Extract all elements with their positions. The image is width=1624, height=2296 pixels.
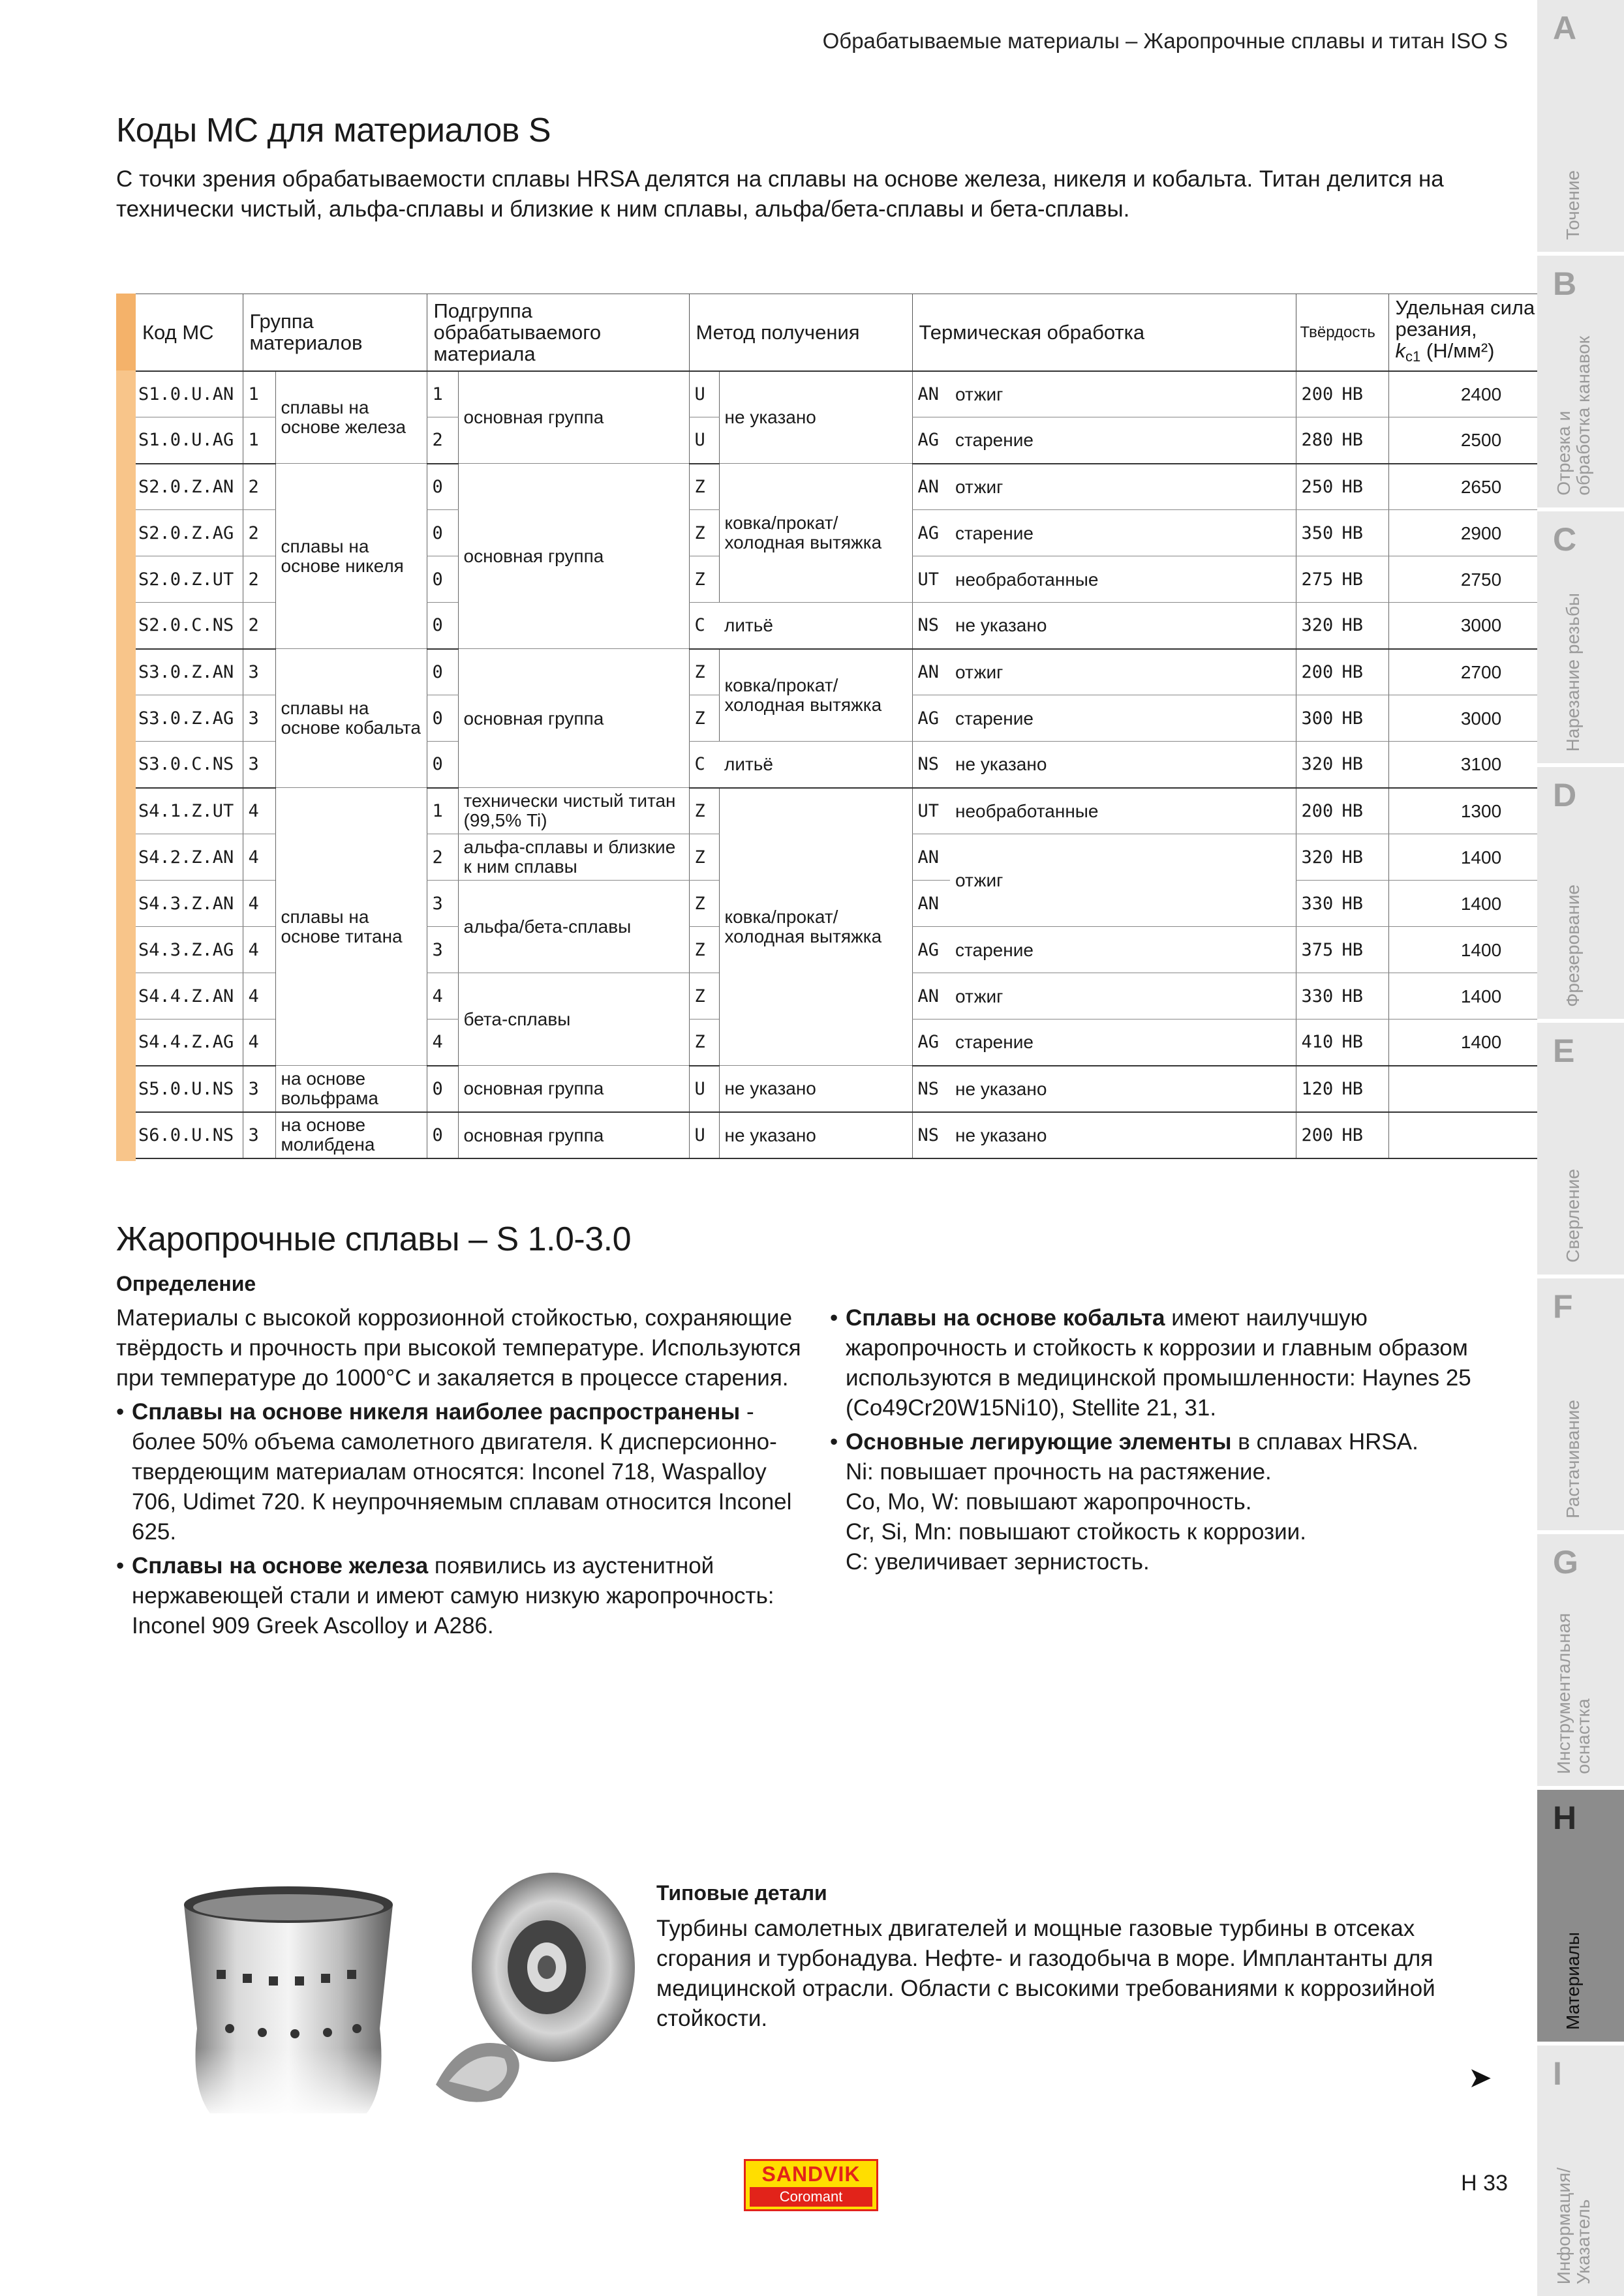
cell-heat-code: AN <box>912 973 950 1020</box>
cell-code: S4.4.Z.AN <box>136 973 243 1020</box>
tab-letter: D <box>1553 777 1577 813</box>
cell-method-code: Z <box>689 1020 719 1066</box>
cell-heat-code: AN <box>912 834 950 881</box>
cell-subgroup-name: технически чистый титан (99,5% Ti) <box>458 788 689 834</box>
accent-bar-header <box>116 294 136 370</box>
cell-method-code: U <box>689 1066 719 1112</box>
cell-heat-name: старение <box>950 695 1296 742</box>
cell-kc1: 1400 <box>1388 927 1574 973</box>
cell-hardness: 410 HB <box>1296 1020 1388 1066</box>
cell-method-name: не указано <box>719 1066 912 1112</box>
cell-method-code: Z <box>689 556 719 603</box>
cell-kc1: 2650 <box>1388 464 1574 510</box>
cell-heat-name: не указано <box>950 603 1296 649</box>
tab-letter: I <box>1553 2055 1562 2092</box>
cell-subgroup-num: 0 <box>427 1066 458 1112</box>
cell-method-code: Z <box>689 649 719 695</box>
cell-heat-code: AN <box>912 371 950 417</box>
cell-method-name: не указано <box>719 371 912 464</box>
tab-e[interactable] <box>1537 1023 1624 1278</box>
cell-group-num: 4 <box>243 927 275 973</box>
cell-subgroup-name: альфа/бета-сплавы <box>458 881 689 973</box>
header-hardness: Твёрдость <box>1296 294 1388 371</box>
section-title: Коды МС для материалов S <box>116 112 551 149</box>
definition-text: Материалы с высокой коррозионной стойкостью, сохраняющие твёрдость и прочность при высокой температуре. Используются при температуре до 1000°C и закаляется в процессе старения. <box>116 1305 801 1391</box>
cell-code: S4.1.Z.UT <box>136 788 243 834</box>
cell-subgroup-num: 0 <box>427 1112 458 1158</box>
cell-kc1: 1400 <box>1388 973 1574 1020</box>
cell-hardness: 320 HB <box>1296 834 1388 881</box>
cell-hardness: 200 HB <box>1296 371 1388 417</box>
cell-group-num: 2 <box>243 603 275 649</box>
cell-method-name: литьё <box>719 603 912 649</box>
cell-subgroup-name: основная группа <box>458 649 689 788</box>
cell-group-num: 3 <box>243 1066 275 1112</box>
bullet-iron: • Сплавы на основе железа появились из аустенитной нержавеющей стали и имеют самую низкую жаропрочность: Inconel 909 Greek Ascolloy и A286. <box>116 1551 808 1641</box>
cell-subgroup-num: 1 <box>427 788 458 834</box>
cell-heat-name: отжиг <box>950 464 1296 510</box>
cell-hardness: 350 HB <box>1296 510 1388 556</box>
cell-subgroup-name: основная группа <box>458 1112 689 1158</box>
cell-kc1: 3100 <box>1388 742 1574 788</box>
cell-subgroup-name: основная группа <box>458 371 689 464</box>
cell-method-code: Z <box>689 788 719 834</box>
cell-subgroup-num: 0 <box>427 649 458 695</box>
cell-method-code: C <box>689 603 719 649</box>
cell-code: S1.0.U.AN <box>136 371 243 417</box>
cell-method-code: Z <box>689 464 719 510</box>
tab-label: Фрезерование <box>1563 884 1583 1007</box>
cell-heat-name: необработанные <box>950 788 1296 834</box>
tab-label: Сверление <box>1563 1169 1583 1263</box>
cell-heat-name: необработанные <box>950 556 1296 603</box>
cell-hardness: 300 HB <box>1296 695 1388 742</box>
cell-code: S3.0.Z.AN <box>136 649 243 695</box>
cell-kc1: 3000 <box>1388 695 1574 742</box>
tab-label: Инструментальная оснастка <box>1554 1613 1593 1774</box>
tab-label: Информация/ Указатель <box>1554 2167 1593 2284</box>
cell-group-num: 2 <box>243 510 275 556</box>
cell-hardness: 320 HB <box>1296 742 1388 788</box>
cell-heat-code: NS <box>912 603 950 649</box>
logo-subtext: Coromant <box>750 2187 872 2207</box>
header-code: Код МС <box>136 294 243 371</box>
cell-kc1: 1400 <box>1388 834 1574 881</box>
accent-bar <box>116 294 136 1161</box>
cell-heat-code: AG <box>912 695 950 742</box>
cell-method-code: Z <box>689 927 719 973</box>
cell-group-num: 4 <box>243 788 275 834</box>
tab-label: Точение <box>1563 170 1583 240</box>
tab-label: Растачивание <box>1563 1400 1583 1518</box>
cell-heat-name: отжиг <box>950 973 1296 1020</box>
cell-code: S4.3.Z.AG <box>136 927 243 973</box>
cell-heat-code: UT <box>912 788 950 834</box>
cell-subgroup-num: 4 <box>427 1020 458 1066</box>
cell-kc1: 2400 <box>1388 371 1574 417</box>
cell-method-code: C <box>689 742 719 788</box>
tab-d[interactable] <box>1537 767 1624 1023</box>
cell-code: S4.2.Z.AN <box>136 834 243 881</box>
cell-hardness: 120 HB <box>1296 1066 1388 1112</box>
table-row <box>136 371 1624 417</box>
cell-group-name: сплавы на основе титана <box>275 788 427 1066</box>
cell-subgroup-num: 2 <box>427 417 458 464</box>
bullet-cobalt: • Сплавы на основе кобальта имеют наилучшую жаропрочность и стойкость к коррозии и главным образом используются в медицинской промышленности: Haynes 25 (Co49Cr20W15Ni10), Stellite 21, 31. <box>830 1303 1522 1423</box>
cell-group-num: 1 <box>243 417 275 464</box>
tab-letter: F <box>1553 1288 1573 1325</box>
cell-group-name: сплавы на основе кобальта <box>275 649 427 788</box>
cell-heat-name: не указано <box>950 1112 1296 1158</box>
cell-heat-code: AG <box>912 417 950 464</box>
cell-hardness: 200 HB <box>1296 649 1388 695</box>
cell-subgroup-num: 3 <box>427 927 458 973</box>
cell-subgroup-num: 4 <box>427 973 458 1020</box>
cell-method-code: Z <box>689 834 719 881</box>
chapter-tabs <box>1537 0 1624 2296</box>
header-group: Группа материалов <box>243 294 427 371</box>
cell-method-code: Z <box>689 510 719 556</box>
next-page-arrow-icon[interactable]: ➤ <box>1468 2062 1492 2094</box>
cell-code: S2.0.C.NS <box>136 603 243 649</box>
cell-heat-code: AG <box>912 927 950 973</box>
cell-subgroup-num: 3 <box>427 881 458 927</box>
cell-heat-name: отжиг <box>950 834 1296 927</box>
cell-subgroup-name: бета-сплавы <box>458 973 689 1066</box>
cell-hardness: 200 HB <box>1296 788 1388 834</box>
cell-method-name: ковка/прокат/ холодная вытяжка <box>719 788 912 1066</box>
cell-subgroup-name: основная группа <box>458 464 689 649</box>
tab-letter: B <box>1553 265 1577 302</box>
table-header-row <box>136 294 1624 371</box>
cell-subgroup-num: 0 <box>427 464 458 510</box>
cell-method-code: U <box>689 371 719 417</box>
cell-kc1: 1400 <box>1388 1020 1574 1066</box>
tab-letter: H <box>1553 1800 1577 1836</box>
cell-code: S1.0.U.AG <box>136 417 243 464</box>
cell-group-name: сплавы на основе никеля <box>275 464 427 649</box>
cell-heat-code: NS <box>912 1066 950 1112</box>
left-column <box>116 1303 808 1641</box>
tab-g[interactable] <box>1537 1534 1624 1790</box>
cell-heat-name: отжиг <box>950 649 1296 695</box>
cell-heat-name: не указано <box>950 742 1296 788</box>
cell-hardness: 275 HB <box>1296 556 1388 603</box>
cell-hardness: 200 HB <box>1296 1112 1388 1158</box>
sandvik-logo <box>744 2159 878 2211</box>
right-column <box>830 1303 1522 1577</box>
cell-heat-name: старение <box>950 1020 1296 1066</box>
cell-hardness: 330 HB <box>1296 973 1388 1020</box>
alloy-line: C: увеличивает зернистость. <box>846 1549 1150 1575</box>
cell-group-num: 3 <box>243 649 275 695</box>
header-subgroup: Подгруппа обрабатываемого материала <box>427 294 689 371</box>
tab-label: Отрезка и обработка канавок <box>1554 336 1593 496</box>
cell-heat-code: AN <box>912 649 950 695</box>
cell-hardness: 330 HB <box>1296 881 1388 927</box>
cell-code: S3.0.Z.AG <box>136 695 243 742</box>
header-heat-treatment: Термическая обработка <box>912 294 1296 371</box>
cell-method-name: не указано <box>719 1112 912 1158</box>
tab-label: Нарезание резьбы <box>1563 592 1583 751</box>
header-cutting-force: Удельная сила резания, $k_{c1}$ (Н/мм²) <box>1388 294 1574 371</box>
cell-kc1: 2500 <box>1388 417 1574 464</box>
bullet-nickel: • Сплавы на основе никеля наиболее распространены - более 50% объема самолетного двигателя. К дисперсионно-твердеющим материалам относятся: Inconel 718, Waspalloy 706, Udimet 720. К неупрочняемым сплавам относится Inconel 625. <box>116 1397 808 1547</box>
cell-code: S2.0.Z.AG <box>136 510 243 556</box>
cell-code: S2.0.Z.UT <box>136 556 243 603</box>
cell-subgroup-num: 1 <box>427 371 458 417</box>
cell-code: S3.0.C.NS <box>136 742 243 788</box>
cell-group-num: 2 <box>243 464 275 510</box>
cell-group-num: 1 <box>243 371 275 417</box>
table-row <box>136 1066 1624 1112</box>
cell-kc1: 2700 <box>1388 649 1574 695</box>
cell-subgroup-num: 0 <box>427 742 458 788</box>
cell-heat-name: не указано <box>950 1066 1296 1112</box>
tab-b[interactable] <box>1537 256 1624 511</box>
running-header: Обрабатываемые материалы – Жаропрочные сплавы и титан ISO S <box>822 29 1508 53</box>
cell-heat-name: старение <box>950 927 1296 973</box>
intro-paragraph: С точки зрения обрабатываемости сплавы HRSA делятся на сплавы на основе железа, никеля и кобальта. Титан делится на технически чистый, альфа-сплавы и близкие к ним сплавы, альфа/бета-сплавы и бета-сплавы. <box>116 166 1444 222</box>
cell-code: S4.3.Z.AN <box>136 881 243 927</box>
tab-i[interactable] <box>1537 2046 1624 2296</box>
cell-group-name: сплавы на основе железа <box>275 371 427 464</box>
table-row <box>136 649 1624 695</box>
header-method: Метод получения <box>689 294 912 371</box>
cell-code: S6.0.U.NS <box>136 1112 243 1158</box>
turbine-wheel-image <box>423 1869 638 2111</box>
cell-method-code: Z <box>689 881 719 927</box>
table-row <box>136 464 1624 510</box>
cell-heat-code: UT <box>912 556 950 603</box>
cell-heat-code: NS <box>912 742 950 788</box>
cell-hardness: 250 HB <box>1296 464 1388 510</box>
cell-method-name: литьё <box>719 742 912 788</box>
cell-kc1: 3000 <box>1388 603 1574 649</box>
cell-method-name: ковка/прокат/ холодная вытяжка <box>719 649 912 742</box>
alloy-line: Co, Mo, W: повышают жаропрочность. <box>846 1489 1252 1515</box>
cell-group-num: 4 <box>243 973 275 1020</box>
cell-method-code: U <box>689 1112 719 1158</box>
cell-heat-code: NS <box>912 1112 950 1158</box>
tab-letter: G <box>1553 1544 1578 1580</box>
cell-subgroup-num: 0 <box>427 603 458 649</box>
cell-code: S2.0.Z.AN <box>136 464 243 510</box>
cell-heat-name: старение <box>950 417 1296 464</box>
cell-group-num: 4 <box>243 881 275 927</box>
cell-heat-code: AG <box>912 510 950 556</box>
tab-f[interactable] <box>1537 1278 1624 1534</box>
cell-code: S5.0.U.NS <box>136 1066 243 1112</box>
tab-h[interactable] <box>1537 1790 1624 2046</box>
cell-subgroup-name: основная группа <box>458 1066 689 1112</box>
cell-group-name: на основе вольфрама <box>275 1066 427 1112</box>
bullet-alloying: • Основные легирующие элементы в сплавах HRSA. Ni: повышает прочность на растяжение. Co, Mo, W: повышают жаропрочность. Cr, Si, Mn: повышают стойкость к коррозии. C: увеличивает зернистость. <box>830 1427 1522 1577</box>
mc-codes-table <box>136 294 1624 1159</box>
cell-hardness: 320 HB <box>1296 603 1388 649</box>
section-title-hrsa: Жаропрочные сплавы – S 1.0-3.0 <box>116 1220 632 1258</box>
cell-heat-code: AG <box>912 1020 950 1066</box>
cell-heat-name: старение <box>950 510 1296 556</box>
tab-label: Материалы <box>1563 1932 1583 2030</box>
cell-group-num: 3 <box>243 695 275 742</box>
cell-hardness: 375 HB <box>1296 927 1388 973</box>
cell-kc1: 1300 <box>1388 788 1574 834</box>
tab-letter: E <box>1553 1033 1575 1069</box>
tab-c[interactable] <box>1537 511 1624 767</box>
cell-method-code: Z <box>689 695 719 742</box>
cell-subgroup-num: 0 <box>427 510 458 556</box>
alloy-line: Ni: повышает прочность на растяжение. <box>846 1459 1272 1485</box>
cell-group-num: 2 <box>243 556 275 603</box>
cell-method-name: ковка/прокат/ холодная вытяжка <box>719 464 912 603</box>
typical-parts-heading: Типовые детали <box>656 1881 827 1905</box>
definition-heading: Определение <box>116 1272 256 1295</box>
cell-code: S4.4.Z.AG <box>136 1020 243 1066</box>
cell-group-num: 4 <box>243 834 275 881</box>
cell-heat-code: AN <box>912 881 950 927</box>
cell-kc1: 1400 <box>1388 881 1574 927</box>
tab-letter: C <box>1553 521 1577 558</box>
cell-subgroup-num: 0 <box>427 695 458 742</box>
cell-group-name: на основе молибдена <box>275 1112 427 1158</box>
alloy-line: Cr, Si, Mn: повышают стойкость к коррозии. <box>846 1519 1306 1545</box>
table-row <box>136 788 1624 834</box>
page-number: H 33 <box>1461 2171 1508 2196</box>
table-row <box>136 1112 1624 1158</box>
cell-group-num: 3 <box>243 742 275 788</box>
tab-a[interactable] <box>1537 0 1624 256</box>
cell-heat-code: AN <box>912 464 950 510</box>
tab-letter: A <box>1553 10 1577 46</box>
cell-subgroup-num: 0 <box>427 556 458 603</box>
cell-kc1: 2900 <box>1388 510 1574 556</box>
logo-text: SANDVIK <box>761 2162 861 2186</box>
cell-kc1: 2750 <box>1388 556 1574 603</box>
cell-group-num: 4 <box>243 1020 275 1066</box>
typical-parts-text: Турбины самолетных двигателей и мощные газовые турбины в отсеках сгорания и турбонадува. Нефте- и газодобыча в море. Имплантанты для медицинской отрасли. Области с высокими требованиями к коррозийной стойкости. <box>656 1916 1435 2031</box>
cell-method-code: U <box>689 417 719 464</box>
cell-subgroup-name: альфа-сплавы и близкие к ним сплавы <box>458 834 689 881</box>
cell-heat-name: отжиг <box>950 371 1296 417</box>
cell-group-num: 3 <box>243 1112 275 1158</box>
combustion-ring-image <box>171 1879 406 2120</box>
cell-method-code: Z <box>689 973 719 1020</box>
cell-subgroup-num: 2 <box>427 834 458 881</box>
cell-hardness: 280 HB <box>1296 417 1388 464</box>
